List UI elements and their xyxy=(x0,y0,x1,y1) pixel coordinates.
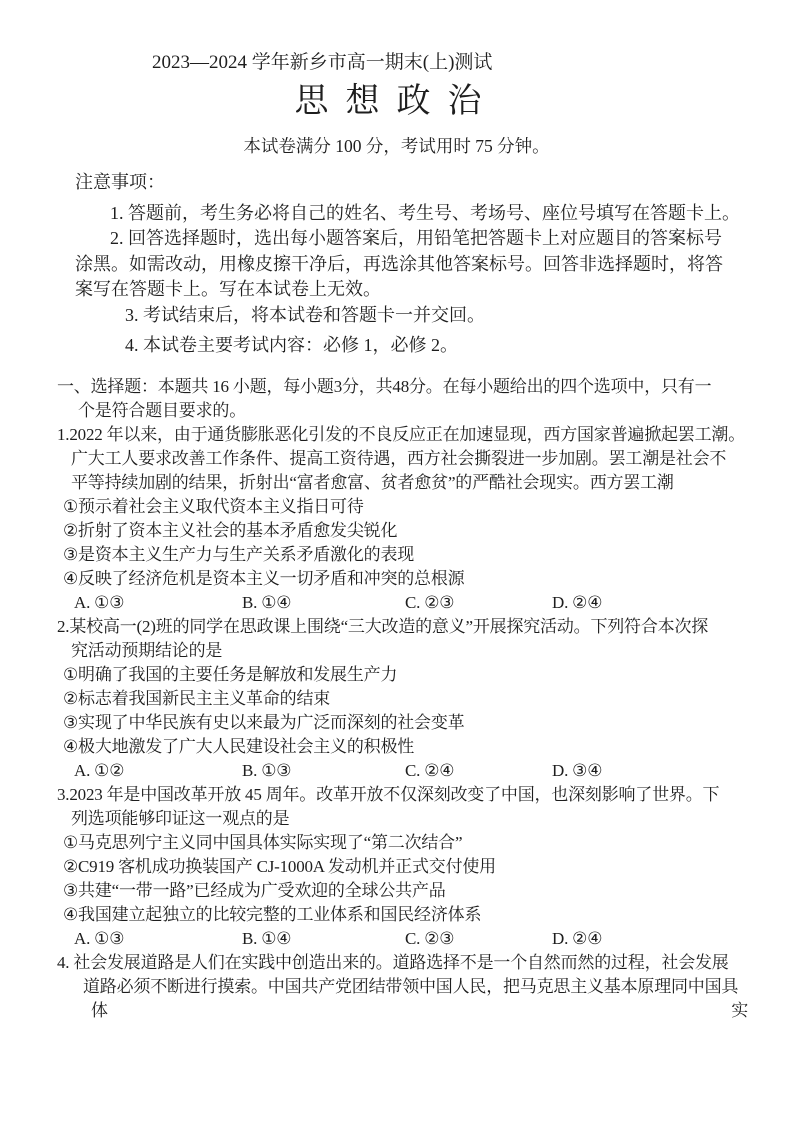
choice-d: D. ②④ xyxy=(552,928,603,948)
question-option-line: ②C919 客机成功换装国产 CJ-1000A 发动机并正式交付使用 xyxy=(63,856,496,876)
questions-section xyxy=(57,375,748,1023)
notice-line-1: 1. 答题前，考生务必将自己的姓名、考生号、考场号、座位号填写在答题卡上。 xyxy=(110,202,740,223)
question-1 xyxy=(57,423,748,615)
justified-left-char: 体 xyxy=(91,1000,108,1020)
question-stem-line: 3.2023 年是中国改革开放 45 周年。改革开放不仅深刻改变了中国，也深刻影响了世界。下 xyxy=(57,784,720,804)
choice-c: C. ②④ xyxy=(405,760,455,780)
choices-row xyxy=(57,759,748,783)
notice-line-3: 3. 考试结束后，将本试卷和答题卡一并交回。 xyxy=(125,304,485,325)
choice-b: B. ①④ xyxy=(242,592,292,612)
question-option-line: ①明确了我国的主要任务是解放和发展生产力 xyxy=(63,664,398,684)
choice-c: C. ②③ xyxy=(405,592,455,612)
choice-b: B. ①③ xyxy=(242,760,292,780)
justified-right-char: 实 xyxy=(731,1000,748,1020)
question-option-line: ③共建“一带一路”已经成为广受欢迎的全球公共产品 xyxy=(63,880,446,900)
choices-row xyxy=(57,927,748,951)
question-option-line: ①马克思列宁主义同中国具体实际实现了“第二次结合” xyxy=(63,832,463,852)
notice-line-2: 2. 回答选择题时，选出每小题答案后，用铅笔把答题卡上对应题目的答案标号 xyxy=(110,228,722,248)
choice-b: B. ①④ xyxy=(242,928,292,948)
choice-d: D. ②④ xyxy=(552,592,603,612)
question-option-line: ④我国建立起独立的比较完整的工业体系和国民经济体系 xyxy=(63,904,482,924)
question-option-line: ④极大地激发了广大人民建设社会主义的积极性 xyxy=(63,736,415,756)
choice-d: D. ③④ xyxy=(552,760,603,780)
question-option-line: ②标志着我国新民主主义革命的结束 xyxy=(63,688,331,708)
question-stem-line-justified xyxy=(57,999,748,1023)
question-stem-line: 广大工人要求改善工作条件、提高工资待遇，西方社会撕裂进一步加剧。罢工潮是社会不 xyxy=(71,448,727,468)
question-stem-line: 4. 社会发展道路是人们在实践中创造出来的。道路选择不是一个自然而然的过程，社会发展 xyxy=(57,952,729,972)
choice-a: A. ①② xyxy=(74,760,125,780)
exam-title: 思想政治 xyxy=(294,83,499,120)
choice-a: A. ①③ xyxy=(74,592,125,612)
notice-section xyxy=(75,170,745,359)
question-option-line: ④反映了经济危机是资本主义一切矛盾和冲突的总根源 xyxy=(63,568,465,588)
question-4 xyxy=(57,951,748,1023)
exam-session-line: 2023—2024 学年新乡市高一期末(上)测试 xyxy=(152,52,493,73)
question-stem-line: 平等持续加剧的结果，折射出“富者愈富、贫者愈贫”的严酷社会现实。西方罢工潮 xyxy=(71,472,674,492)
question-stem-line: 究活动预期结论的是 xyxy=(71,640,223,660)
choice-c: C. ②③ xyxy=(405,928,455,948)
choices-row xyxy=(57,591,748,615)
notice-line-2-cont: 案写在答题卡上。写在本试卷上无效。 xyxy=(75,279,381,299)
question-option-line: ③是资本主义生产力与生产关系矛盾激化的表现 xyxy=(63,544,415,564)
question-3 xyxy=(57,783,748,951)
exam-subtitle: 本试卷满分 100 分，考试用时 75 分钟。 xyxy=(243,136,550,156)
choice-a: A. ①③ xyxy=(74,928,125,948)
notice-line-2-cont: 涂黑。如需改动，用橡皮擦干净后，再选涂其他答案标号。回答非选择题时，将答 xyxy=(75,253,723,274)
question-stem-line: 2.某校高一(2)班的同学在思政课上围绕“三大改造的意义”开展探究活动。下列符合本次探 xyxy=(57,616,709,636)
question-stem-line: 列选项能够印证这一观点的是 xyxy=(71,808,290,828)
question-2 xyxy=(57,615,748,783)
question-stem-line: 1.2022 年以来，由于通货膨胀恶化引发的不良反应正在加速显现，西方国家普遍掀起罢工潮。 xyxy=(57,424,745,444)
notice-heading: 注意事项： xyxy=(75,172,165,192)
section-heading-line-1: 一、选择题：本题共 16 小题，每小题3分，共48分。在每小题给出的四个选项中，只有一 xyxy=(57,376,712,396)
section-heading-line-2: 个是符合题目要求的。 xyxy=(78,400,246,420)
notice-line-4: 4. 本试卷主要考试内容：必修 1，必修 2。 xyxy=(125,335,458,355)
question-option-line: ②折射了资本主义社会的基本矛盾愈发尖锐化 xyxy=(63,520,398,540)
question-stem-line: 道路必须不断进行摸索。中国共产党团结带领中国人民，把马克思主义基本原理同中国具 xyxy=(83,976,739,996)
question-option-line: ③实现了中华民族有史以来最为广泛而深刻的社会变革 xyxy=(63,712,465,732)
question-option-line: ①预示着社会主义取代资本主义指日可待 xyxy=(63,496,364,516)
